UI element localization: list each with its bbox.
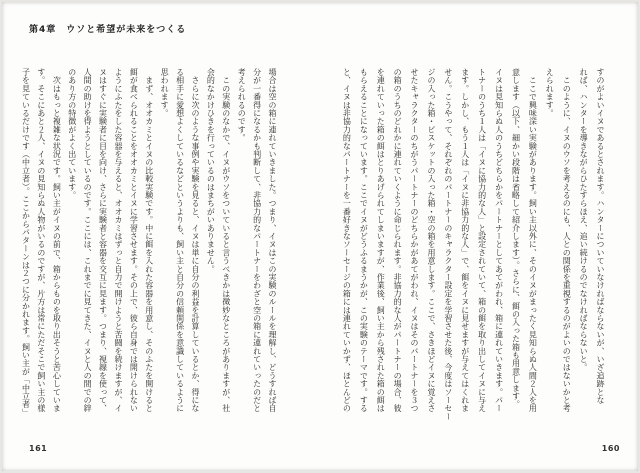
text-line: このように、イヌのウソを考えるのにも、人との関係を重視するのがよいのではないかと考: [562, 68, 572, 413]
text-line: す。そこにあと２人、イヌの見知らぬ人物がいるのですが、片方は常にただそこで飼い主の様: [36, 68, 46, 413]
text-line: ジの入った箱・ビスケットの入った箱・空の箱を用意します。ここで、さきほどイヌに覚えさ: [426, 68, 436, 413]
text-line: る相手に愛想よくしているなどというよりも、飼い主と自分の信頼関係を意識しているように: [175, 68, 185, 413]
text-line: トナーのうち１人は「イヌに協力的な人」と設定されていて、箱の餌を取り出してイヌに与え: [477, 68, 487, 413]
text-line: せたキャラクターのちがうパートナーのどちらかがあてがわれ、イヌはそのパートナーを３つ: [410, 68, 420, 413]
left-page-text: [17, 68, 280, 418]
right-page-text: [336, 68, 608, 421]
chapter-number: 第4章: [29, 25, 57, 35]
text-line: 場合は空の箱に連れていきました。つまり、イヌはこの実験のルールを理解し、どうすれば自: [268, 68, 277, 413]
running-head: [29, 22, 186, 35]
text-line: さらに次のような事例や実験を見ると、イヌは単に自分の利益を計算しているとか、得にな: [190, 68, 200, 413]
text-line: ヌはすぐに実験者に目を向け、さらに実験者と容器を交互に見ます。つまり、視線を使って、: [98, 68, 108, 413]
text-line: 思われます。: [160, 68, 170, 118]
page-number-right: 160: [601, 444, 620, 453]
text-line: 意します（以下、細かい段階は省略して紹介します）。さらに、餌の入った箱も用意します。: [511, 68, 521, 409]
text-line: の箱のうちのどれかに連れていくように命じられます。非協力的な人がパートナーの場合、彼: [393, 68, 403, 413]
text-line: まず、オオカミとイヌの比較実験です。中に餌を入れた容器を用意し、そのふたを開けると: [144, 68, 154, 413]
text-line: 考えられるのです。: [237, 68, 247, 142]
book-spread: [2, 2, 638, 471]
text-line: 子を見ているだけです（中立者）。ここからパターンは２つに分かれます。飼い主が「中立者」: [21, 68, 31, 417]
text-line: と、イヌは非協力的なパートナーを一番好きなソーセージの箱には連れていかず、ほとんどの: [342, 68, 352, 413]
text-line: すのがよいイヌであるとされます。ハンターについていなければならないが、いざ追跡とな: [596, 68, 605, 405]
text-line: を連れていった箱の餌はとりあげられてしまいますが、作業後、飼い主から残された箱の餌は: [376, 68, 386, 413]
text-line: ここで興味深い実験があります。飼い主以外に、そのイヌがまったく見知らぬ人間２人を用: [528, 68, 538, 413]
text-line: 分が一番得になるかも判断して、非協力的なパートナーをわざと空の箱に連れていったのだと: [252, 68, 262, 413]
text-line: 人間の助けを得ようとしているのです。ここには、これまでに見てきた、イヌと人の間での絆: [83, 68, 93, 413]
text-line: この実験のなかで、イヌがウソをついていると言うべきかは微妙なところがありますが、社: [221, 68, 231, 413]
text-line: もらえることになっています。ここでイヌがどうふるまうかが、この実験のテーマです。する: [359, 68, 369, 413]
text-line: えられます。: [545, 68, 555, 118]
text-line: 会的なかけひきを行っているのはまちがいありません。: [206, 68, 216, 273]
text-line: ようにふたをした容器を与えると、オオカミはずっと自力で開けようと苦闘を続けますが、イ: [113, 68, 123, 413]
text-line: のあり方の特徴がよく出ています。: [67, 68, 77, 200]
text-line: イヌは見知らぬ人のうちどちらかをパートナーとしてあてがわれ、箱に連れていきます。パー: [494, 68, 504, 413]
text-line: 次はもっと複雑な状況です。飼い主がイヌの前で、箱からものを取り出そうと苦心していま: [52, 68, 62, 413]
text-line: れば、ハンターを導きながらひたすらほえ、追い続けるのでなければならないと。: [579, 68, 589, 372]
chapter-title: ウソと希望が未来をつくる: [66, 25, 187, 35]
text-line: ます。しかし、もう１人は「イヌに非協力的な人」で、餌をイヌに見せますが与えてはくれま: [460, 68, 470, 413]
text-line: せん。こうやって、それぞれのパートナーのキャラクター設定を学習させた後、今度はソーセー: [443, 68, 453, 421]
page-number-left: 161: [29, 444, 48, 453]
text-line: 餌が食べられることをオオカミとイヌに学習させます。その上で、彼ら自身では開けられない: [129, 68, 139, 413]
